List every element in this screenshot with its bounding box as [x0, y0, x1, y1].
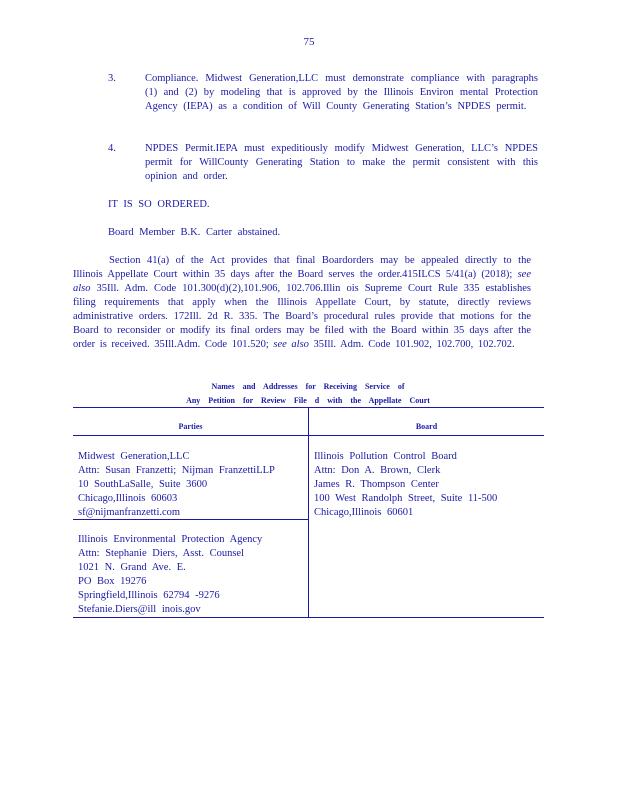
board-attn: Attn: Don A. Brown, Clerk — [314, 465, 441, 476]
table-caption-line-1: Names and Addresses for Receiving Service of — [211, 382, 405, 391]
order-text: Compliance. Midwest Generation,LLC must demonstrate compliance with paragraphs (1) and (2) by modeling that is approved by the Illinois Environ mental Protection Agency (IEPA) as a condition of Will County Generating Station’s NPDES permit. — [145, 73, 538, 112]
party1-city: Chicago,Illinois 60603 — [78, 493, 178, 504]
table-column-divider — [308, 407, 309, 618]
section41-text-1: Section 41(a) of the Act provides that final Boardorders may be appealed directly to the Illinois Appellate Court within 35 days after the Board serves the order.415ILCS 5/41(a) (2018); — [73, 255, 531, 280]
section41-text-3: 35Ill. Adm. Code 101.902, 102.700, 102.702. — [313, 339, 515, 350]
party1-street: 10 SouthLaSalle, Suite 3600 — [78, 479, 208, 490]
board-name: Illinois Pollution Control Board — [314, 451, 457, 462]
order-item-4 — [108, 142, 538, 184]
party1-attn: Attn: Susan Franzetti; Nijman FranzettiLLP — [78, 465, 275, 476]
section-41-paragraph — [73, 254, 531, 352]
party-iepa — [78, 533, 262, 617]
party2-attn: Attn: Stephanie Diers, Asst. Counsel — [78, 548, 244, 559]
board-ipcb — [314, 450, 497, 520]
party2-city: Springfield,Illinois 62794 -9276 — [78, 590, 220, 601]
party-midwest-generation — [78, 450, 275, 520]
see-also-2: see also — [273, 339, 309, 350]
party2-name: Illinois Environmental Protection Agency — [78, 534, 263, 545]
board-street: 100 West Randolph Street, Suite 11-500 — [314, 493, 498, 504]
header-board: Board — [415, 422, 438, 431]
so-ordered-line: IT IS SO ORDERED. — [108, 199, 210, 210]
board-city: Chicago,Illinois 60601 — [314, 507, 414, 518]
service-table — [73, 407, 544, 618]
order-text: NPDES Permit.IEPA must expeditiously modify Midwest Generation, LLC’s NPDES permit for WillCounty Generating Station to make the permit consistent with this opinion and order. — [145, 143, 538, 182]
order-number: 4. — [108, 143, 116, 154]
table-caption-line-2: Any Petition for Review File d with the Appellate Court — [186, 396, 430, 405]
header-parties: Parties — [178, 422, 203, 431]
party2-street: 1021 N. Grand Ave. E. — [78, 562, 186, 573]
order-item-3 — [108, 72, 538, 114]
party1-email: sf@nijmanfranzetti.com — [78, 507, 181, 518]
board-building: James R. Thompson Center — [314, 479, 439, 490]
party2-email: Stefanie.Diers@ill inois.gov — [78, 604, 201, 615]
section41-text-2: 35Ill. Adm. Code 101.300(d)(2),101.906, 102.706.Illin ois Supreme Court Rule 335 establishes filing requirements that apply when the Illinois Appellate Court, by statute, directly reviews administrative orders. 172Ill. 2d R. 335. The Board’s procedural rules provide that motions for the Board to reconsider or modify its final orders may be filed with the Board within 35 days after the order is received. 35Ill.Adm. Code 101.520; — [73, 283, 532, 350]
see-also-1: see also — [73, 269, 531, 294]
page-number: 75 — [303, 36, 315, 48]
order-number: 3. — [108, 73, 116, 84]
party1-name: Midwest Generation,LLC — [78, 451, 190, 462]
abstained-line: Board Member B.K. Carter abstained. — [108, 227, 281, 238]
party2-pobox: PO Box 19276 — [78, 576, 147, 587]
